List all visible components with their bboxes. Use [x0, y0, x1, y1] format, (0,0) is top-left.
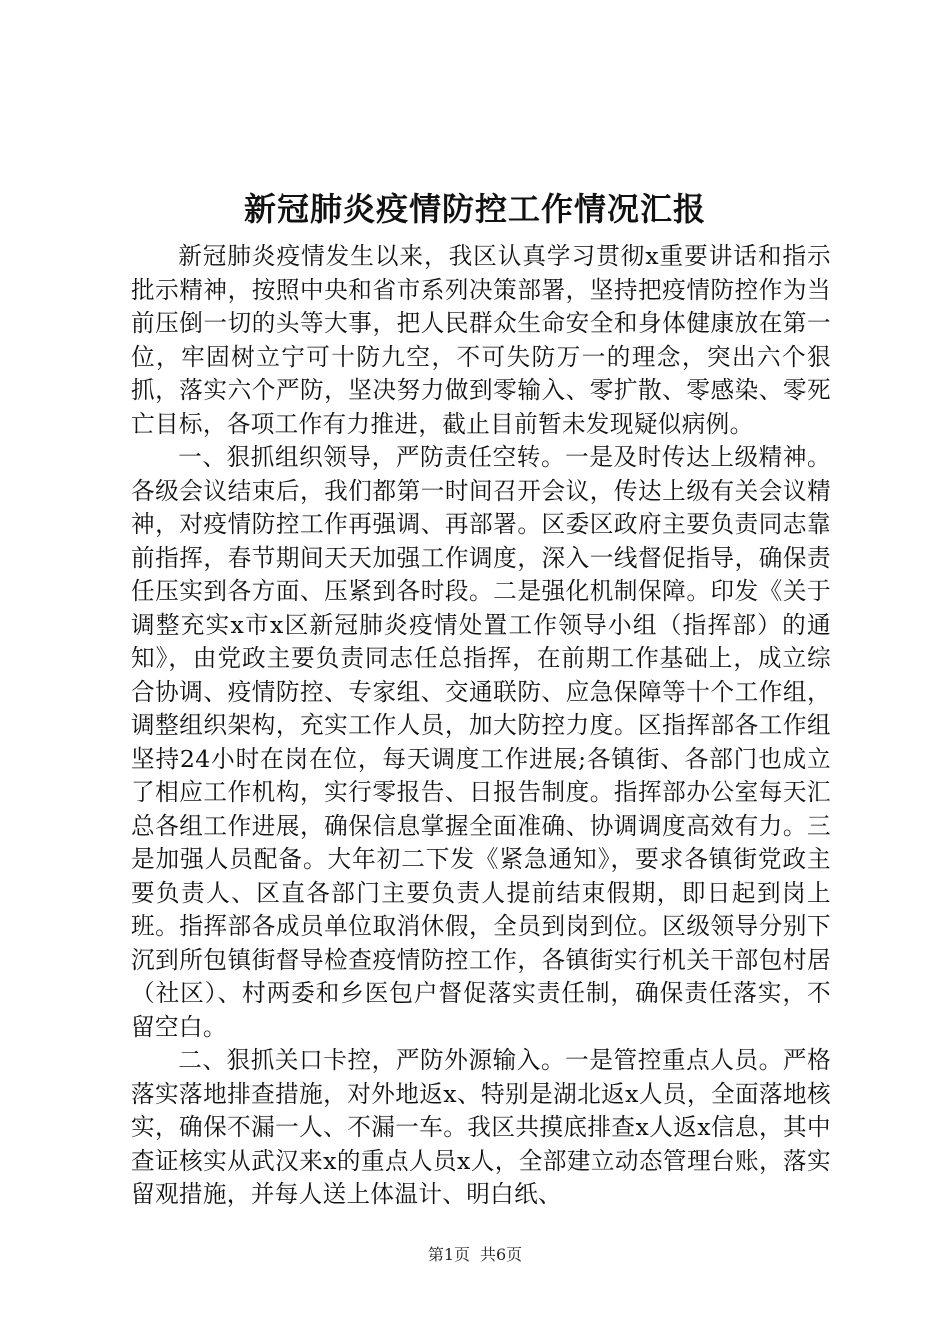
document-body	[131, 240, 831, 1212]
paragraph-section-two: 二、狠抓关口卡控，严防外源输入。一是管控重点人员。严格落实落地排查措施，对外地返x、特别是湖北返x人员，全面落地核实，确保不漏一人、不漏一车。我区共摸底排查x人返x信息，其中查证核实从武汉来x的重点人员x人，全部建立动态管理台账，落实留观措施，并每人送上体温计、明白纸、	[131, 1046, 831, 1208]
paragraph-section-one: 一、狠抓组织领导，严防责任空转。一是及时传达上级精神。各级会议结束后，我们都第一时间召开会议，传达上级有关会议精神，对疫情防控工作再强调、再部署。区委区政府主要负责同志靠前指挥，春节期间天天加强工作调度，深入一线督促指导，确保责任压实到各方面、压紧到各时段。二是强化机制保障。印发《关于调整充实x市x区新冠肺炎疫情处置工作领导小组（指挥部）的通知》，由党政主要负责同志任总指挥，在前期工作基础上，成立综合协调、疫情防控、专家组、交通联防、应急保障等十个工作组，调整组织架构，充实工作人员，加大防控力度。区指挥部各工作组坚持24小时在岗在位，每天调度工作进展;各镇街、各部门也成立了相应工作机构，实行零报告、日报告制度。指挥部办公室每天汇总各组工作进展，确保信息掌握全面准确、协调调度高效有力。三是加强人员配备。大年初二下发《紧急通知》，要求各镇街党政主要负责人、区直各部门主要负责人提前结束假期，即日起到岗上班。指挥部各成员单位取消休假，全员到岗到位。区级领导分别下沉到所包镇街督导检查疫情防控工作，各镇街实行机关干部包村居（社区）、村两委和乡医包户督促落实责任制，确保责任落实，不留空白。	[131, 443, 831, 1041]
paragraph-intro: 新冠肺炎疫情发生以来，我区认真学习贯彻x重要讲话和指示批示精神，按照中央和省市系列决策部署，坚持把疫情防控作为当前压倒一切的头等大事，把人民群众生命安全和身体健康放在第一位，牢固树立宁可十防九空，不可失防万一的理念，突出六个狠抓，落实六个严防，坚决努力做到零输入、零扩散、零感染、零死亡目标，各项工作有力推进，截止目前暂未发现疑似病例。	[131, 242, 831, 438]
document-title: 新冠肺炎疫情防控工作情况汇报	[243, 190, 706, 228]
page-footer	[0, 1244, 950, 1266]
page-total: 共6页	[480, 1245, 523, 1264]
page-number: 第1页	[427, 1245, 470, 1264]
